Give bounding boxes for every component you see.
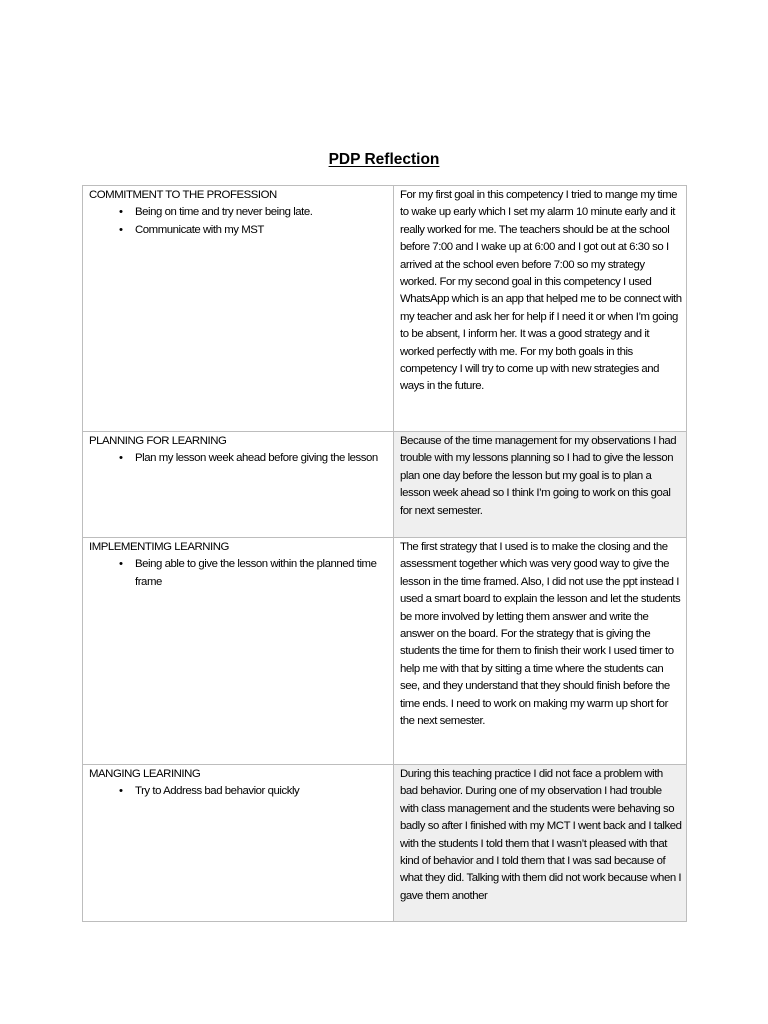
reflection-cell xyxy=(394,186,687,432)
goal-cell xyxy=(83,538,394,765)
goal-item: • Being able to give the lesson within the planned time frame xyxy=(119,556,389,591)
reflection-cell xyxy=(394,432,687,538)
goal-list xyxy=(89,783,389,800)
goal-cell xyxy=(83,432,394,538)
competency-heading: MANGING LEARINING xyxy=(89,768,201,780)
goal-item: • Being on time and try never being late. xyxy=(119,204,389,221)
goal-list xyxy=(89,556,389,591)
page-title-text: PDP Reflection xyxy=(328,151,440,168)
reflection-text: Because of the time management for my observations I had trouble with my lessons planning so I had to give the lesson plan one day before the lesson but my goal is to plan a lesson week ahead so I think I’m going to work on this goal for next semester. xyxy=(400,435,677,517)
table-row xyxy=(83,432,687,538)
reflection-text: The first strategy that I used is to make the closing and the assessment together which was very good way to give the lesson in the time framed. Also, I did not use the ppt instead I used a smart board to explain the lesson and let the students be more involved by letting them answer and write the answer on the board. For the strategy that is giving the students the time for them to finish their work I used timer to help me with that by sitting a time where the students can see, and they understand that they should finish before the time ends. I need to work on making my warm up short for the next semester. xyxy=(400,541,681,728)
competency-heading: COMMITMENT TO THE PROFESSION xyxy=(89,189,277,201)
competency-heading: IMPLEMENTIMG LEARNING xyxy=(89,541,229,553)
reflection-cell xyxy=(394,765,687,922)
goal-list xyxy=(89,204,389,239)
goal-cell xyxy=(83,765,394,922)
reflection-text: For my first goal in this competency I tried to mange my time to wake up early which I set my alarm 10 minute early and it really worked for me. The teachers should be at the school before 7:00 and I wake up at 6:00 and I got out at 6:30 so I arrived at the school even before 7:00 so my strategy worked. For my second goal in this competency I used WhatsApp which is an app that helped me to be connect with my teacher and ask her for help if I need it or when I’m going to be absent, I inform her. It was a good strategy and it worked perfectly with me. For my both goals in this competency I will try to come up with new strategies and ways in the future. xyxy=(400,189,682,393)
page-title xyxy=(0,151,768,169)
table-row xyxy=(83,538,687,765)
goal-item: • Try to Address bad behavior quickly xyxy=(119,783,389,800)
reflection-table xyxy=(82,185,687,922)
table-row xyxy=(83,186,687,432)
reflection-text: During this teaching practice I did not face a problem with bad behavior. During one of my observation I had trouble with class management and the students were behaving so badly so after I finished with my MCT I went back and I talked with the students I told them that I wasn’t pleased with that kind of behavior and I told them that I was sad because of what they did. Talking with them did not work because when I gave them another xyxy=(400,768,682,902)
goal-item: • Communicate with my MST xyxy=(119,222,389,239)
competency-heading: PLANNING FOR LEARNING xyxy=(89,435,227,447)
goal-cell xyxy=(83,186,394,432)
reflection-cell xyxy=(394,538,687,765)
goal-item: • Plan my lesson week ahead before giving the lesson xyxy=(119,450,389,467)
table-row xyxy=(83,765,687,922)
goal-list xyxy=(89,450,389,467)
